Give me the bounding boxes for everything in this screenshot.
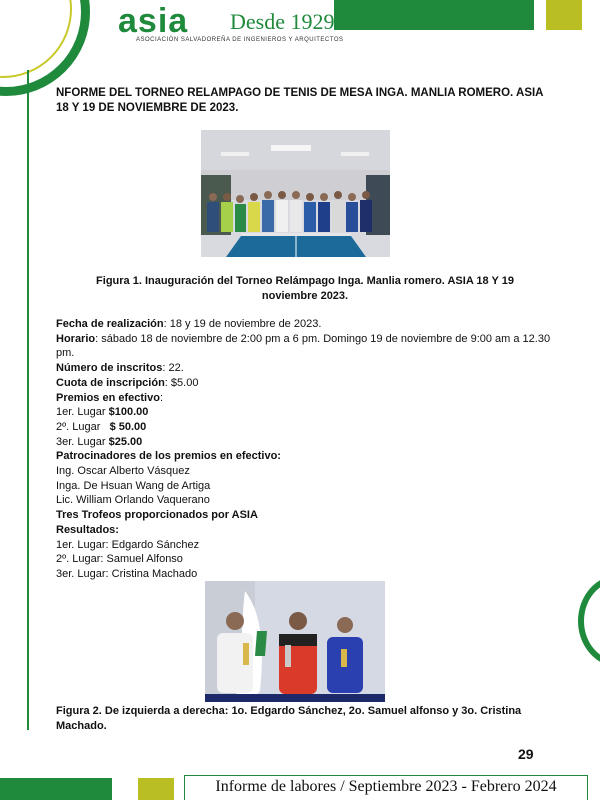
footer-text: Informe de labores / Septiembre 2023 - Febrero 2024: [215, 778, 557, 795]
premio-item: [56, 420, 556, 435]
sponsor-item: Inga. De Hsuan Wang de Artiga: [56, 479, 211, 492]
logo-subtitle: ASOCIACIÓN SALVADOREÑA DE INGENIEROS Y ARQUITECTOS: [136, 37, 344, 43]
tournament-details: [56, 317, 556, 582]
right-decor-arc: [578, 575, 600, 667]
cuota-line: [56, 376, 556, 391]
fecha-value: : 18 y 19 de noviembre de 2023.: [163, 318, 322, 330]
premio-item: [56, 405, 556, 420]
premio-place: 3er. Lugar: [56, 435, 109, 448]
header-yellow-block: [546, 0, 582, 30]
result-item: 3er. Lugar: Cristina Machado: [56, 567, 198, 580]
horario-value: : sábado 18 de noviembre de 2:00 pm a 6 pm. Domingo 19 de noviembre de 9:00 am a 12.30 pm.: [56, 332, 551, 360]
premios-heading: [56, 391, 556, 406]
report-title: NFORME DEL TORNEO RELAMPAGO DE TENIS DE MESA INGA. MANLIA ROMERO. ASIA 18 Y 19 DE NOVIEMBRE DE 2023.: [56, 87, 544, 114]
page-number: 29: [518, 746, 534, 762]
result-item: 1er. Lugar: Edgardo Sánchez: [56, 538, 200, 551]
cuota-label: Cuota de inscripción: [56, 376, 165, 389]
inscritos-line: [56, 361, 556, 376]
header-green-bar: [334, 0, 534, 30]
patrocinadores-heading: Patrocinadores de los premios en efectivo:: [56, 450, 281, 463]
premio-place: 1er. Lugar: [56, 406, 109, 419]
horario-label: Horario: [56, 332, 96, 345]
result-item: 2º. Lugar: Samuel Alfonso: [56, 553, 183, 566]
resultados-heading: Resultados:: [56, 523, 119, 536]
premio-amount: $ 50.00: [109, 420, 147, 433]
premio-item: [56, 435, 556, 450]
cuota-value: : $5.00: [164, 376, 199, 389]
asia-logo: asia: [118, 2, 189, 40]
sponsor-item: Lic. William Orlando Vaquerano: [56, 494, 210, 507]
fecha-label: Fecha de realización: [56, 318, 164, 330]
inauguration-photo: [201, 130, 390, 257]
premio-amount: $100.00: [108, 406, 149, 419]
inscritos-value: : 22.: [162, 362, 184, 375]
logo-desde: Desde 1929: [230, 9, 335, 34]
footer-green-bar: [0, 778, 112, 800]
trofeos-line: Tres Trofeos proporcionados por ASIA: [56, 509, 258, 522]
left-margin-rule: [27, 70, 29, 730]
horario-line: [56, 332, 556, 361]
winners-photo: [205, 581, 385, 702]
figure2-caption: Figura 2. De izquierda a derecha: 1o. Edgardo Sánchez, 2o. Samuel alfonso y 3o. Cristina Machado.: [56, 705, 522, 732]
sponsor-item: Ing. Oscar Alberto Vásquez: [56, 465, 190, 478]
inscritos-label: Número de inscritos: [56, 362, 163, 375]
premios-colon: :: [159, 391, 163, 404]
premio-amount: $25.00: [108, 435, 143, 448]
footer-yellow-block: [138, 778, 174, 800]
premios-label: Premios en efectivo: [56, 391, 160, 404]
figure1-caption: Figura 1. Inauguración del Torneo Relámpago Inga. Manlia romero. ASIA 18 Y 19 noviembre 2023.: [96, 275, 514, 302]
premio-place: 2º. Lugar: [56, 420, 110, 433]
fecha-line: [56, 317, 556, 332]
